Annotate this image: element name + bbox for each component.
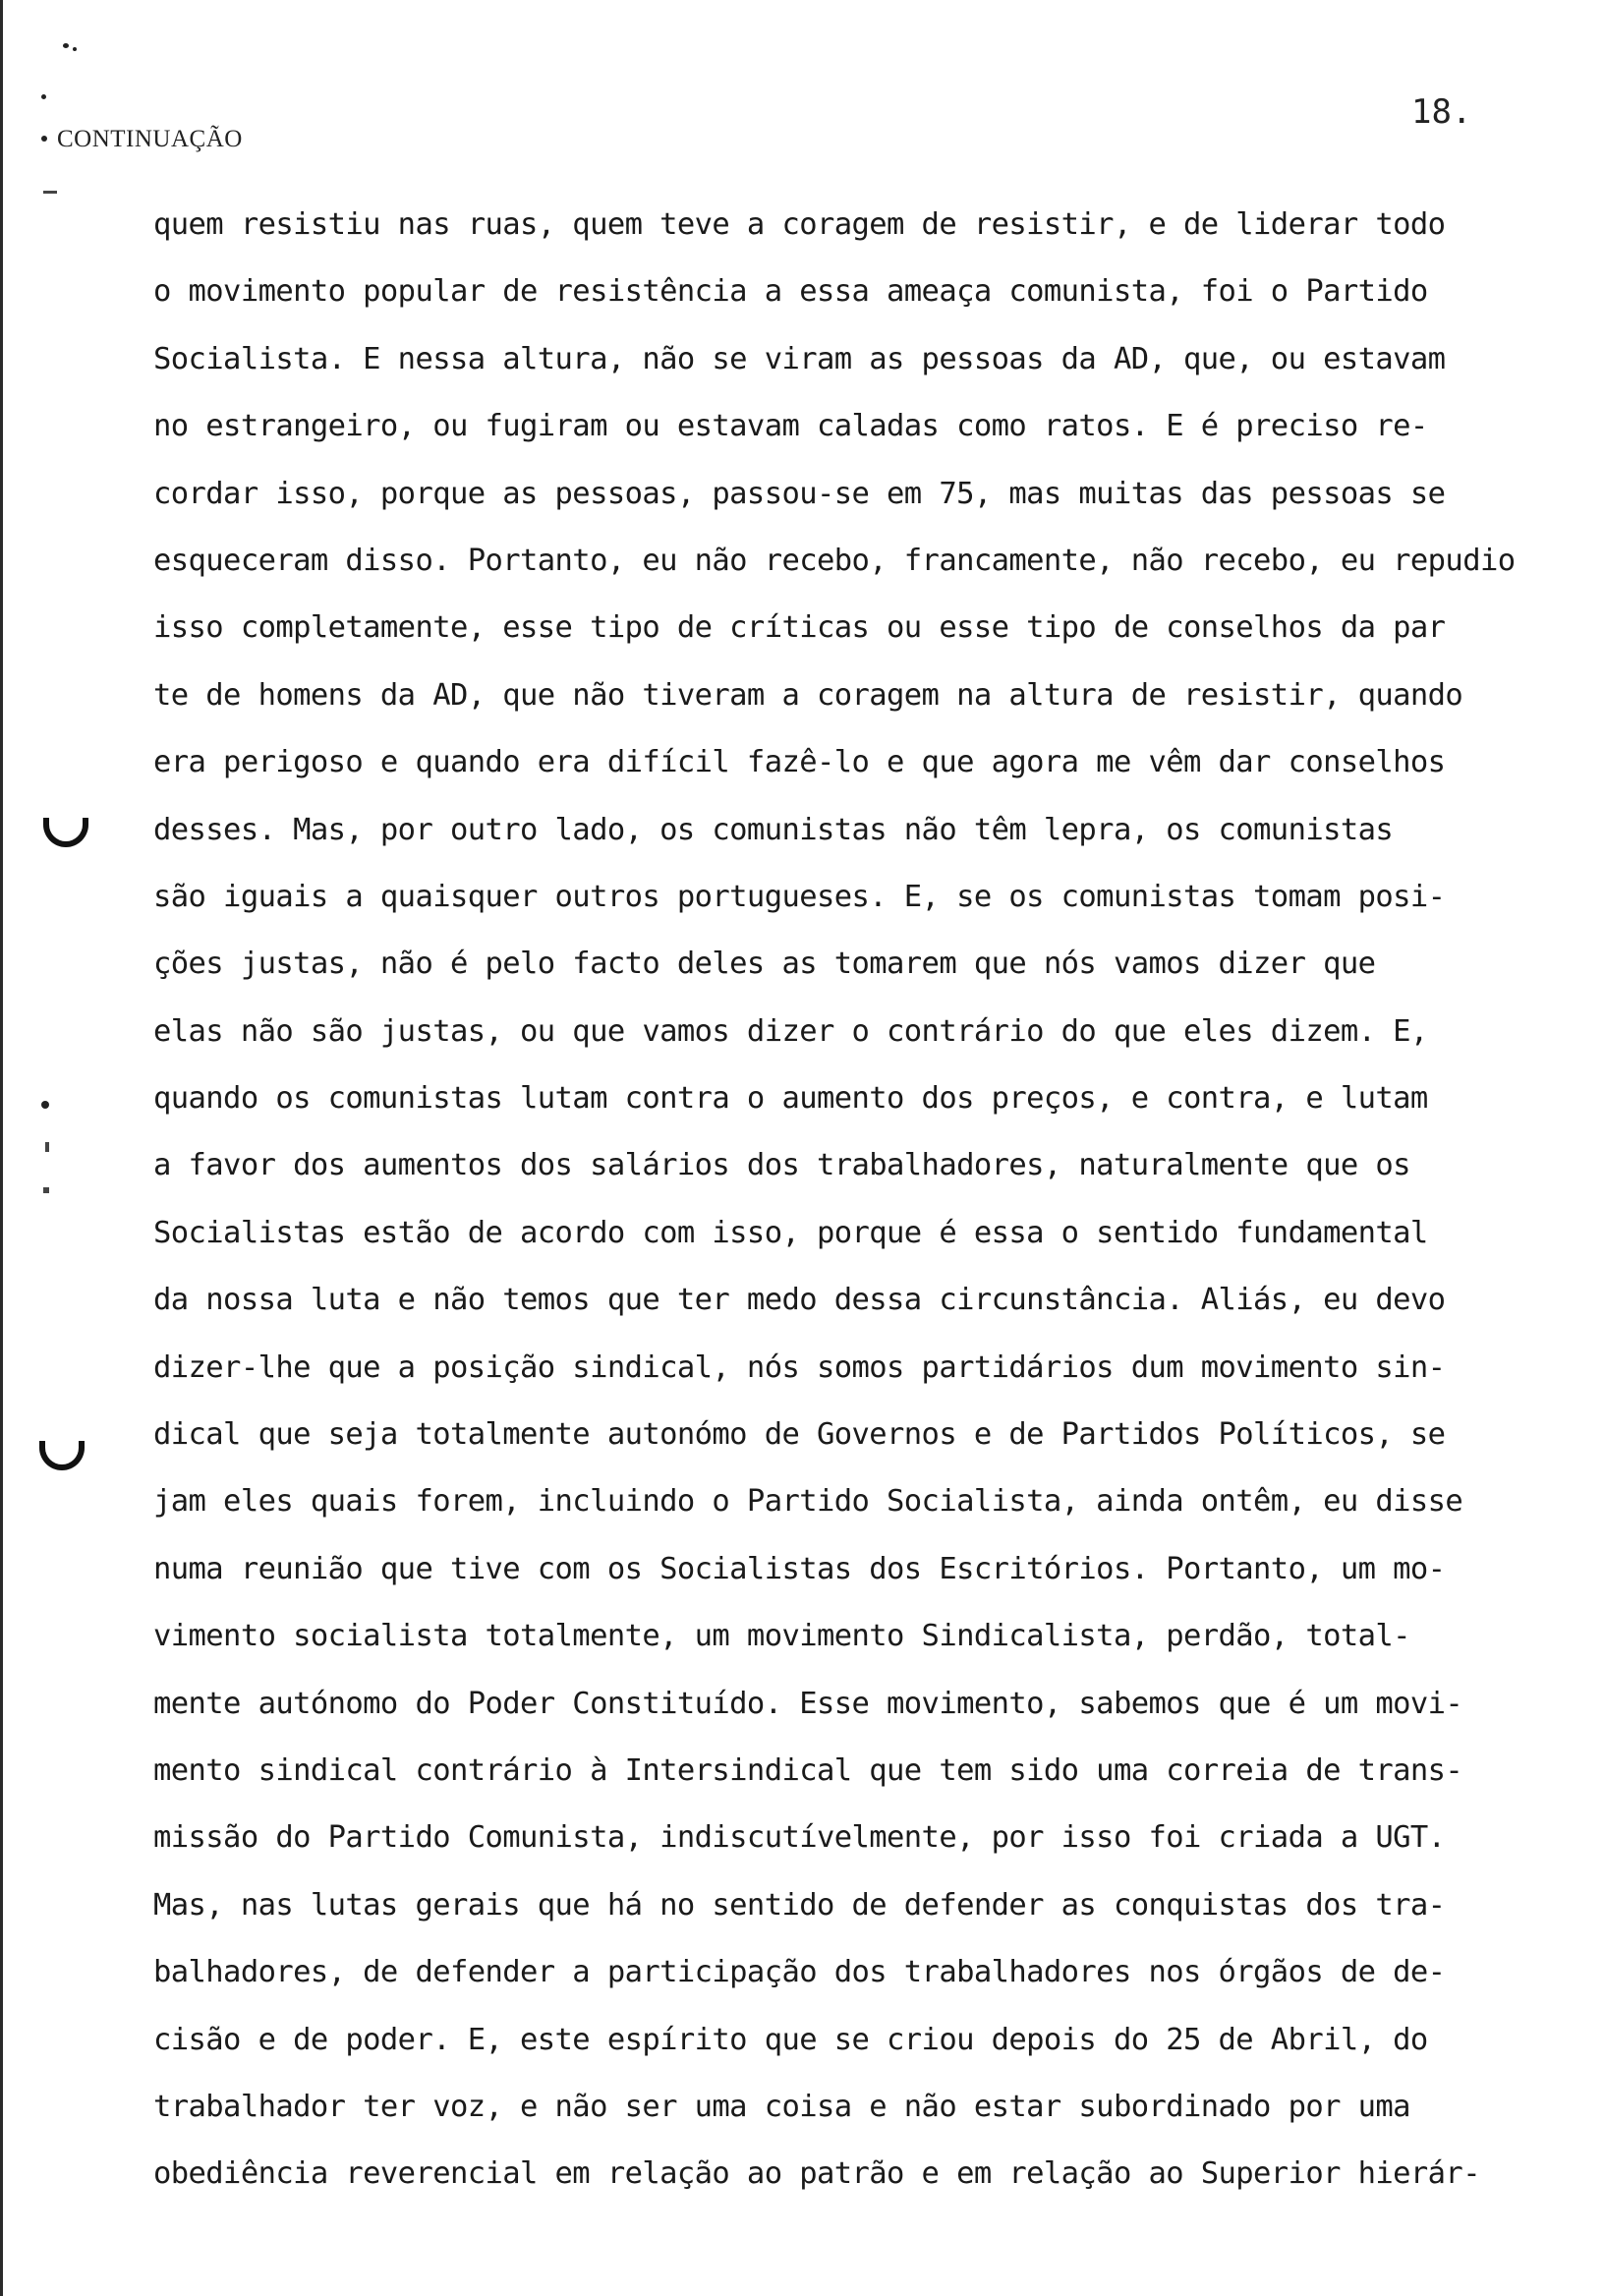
text-line: Mas, nas lutas gerais que há no sentido de defender as conquistas dos tra- — [153, 1887, 1446, 1923]
text-line: ções justas, não é pelo facto deles as tomarem que nós vamos dizer que — [153, 947, 1376, 982]
page-number: 18. — [1411, 92, 1472, 132]
text-line: desses. Mas, por outro lado, os comunistas não têm lepra, os comunistas — [153, 812, 1394, 847]
text-line: no estrangeiro, ou fugiram ou estavam caladas como ratos. E é preciso re- — [153, 409, 1428, 444]
text-line: cordar isso, porque as pessoas, passou-se em 75, mas muitas das pessoas se — [153, 476, 1446, 511]
page-edge-rule — [0, 0, 3, 2296]
text-line: dical que seja totalmente autonómo de Governos e de Partidos Políticos, se — [153, 1417, 1446, 1453]
document-body — [153, 192, 1578, 2209]
margin-speck — [43, 1187, 49, 1193]
text-line: são iguais a quaisquer outros portugueses. E, se os comunistas tomam posi- — [153, 879, 1446, 914]
text-line: quem resistiu nas ruas, quem teve a coragem de resistir, e de liderar todo — [153, 207, 1446, 242]
text-line: te de homens da AD, que não tiveram a coragem na altura de resistir, quando — [153, 677, 1463, 713]
margin-speck — [43, 191, 57, 194]
margin-speck — [73, 47, 77, 51]
text-line: a favor dos aumentos dos salários dos trabalhadores, naturalmente que os — [153, 1148, 1410, 1183]
text-line: Socialistas estão de acordo com isso, porque é essa o sentido fundamental — [153, 1215, 1428, 1250]
margin-hole-mark — [43, 818, 88, 847]
text-line: dizer-lhe que a posição sindical, nós somos partidários dum movimento sin- — [153, 1349, 1446, 1385]
text-line: esqueceram disso. Portanto, eu não recebo, francamente, não recebo, eu repudio — [153, 543, 1516, 578]
margin-hole-mark — [39, 1441, 85, 1470]
margin-speck — [41, 94, 46, 99]
text-line: numa reunião que tive com os Socialistas dos Escritórios. Portanto, um mo- — [153, 1551, 1446, 1586]
text-line: quando os comunistas lutam contra o aumento dos preços, e contra, e lutam — [153, 1081, 1428, 1117]
text-line: era perigoso e quando era difícil fazê-lo e que agora me vêm dar conselhos — [153, 745, 1446, 780]
text-line: obediência reverencial em relação ao patrão e em relação ao Superior hierár- — [153, 2156, 1480, 2192]
text-line: missão do Partido Comunista, indiscutívelmente, por isso foi criada a UGT. — [153, 1820, 1446, 1856]
text-line: vimento socialista totalmente, um movimento Sindicalista, perdão, total- — [153, 1619, 1410, 1654]
text-line: mente autónomo do Poder Constituído. Esse movimento, sabemos que é um movi- — [153, 1686, 1463, 1721]
text-line: elas não são justas, ou que vamos dizer o contrário do que eles dizem. E, — [153, 1013, 1428, 1049]
text-line: da nossa luta e não temos que ter medo dessa circunstância. Aliás, eu devo — [153, 1283, 1446, 1318]
text-line: isso completamente, esse tipo de críticas ou esse tipo de conselhos da par — [153, 610, 1446, 646]
text-line: balhadores, de defender a participação dos trabalhadores nos órgãos de de- — [153, 1955, 1446, 1990]
margin-speck — [45, 1142, 49, 1152]
continuation-label: CONTINUAÇÃO — [57, 126, 243, 152]
text-line: o movimento popular de resistência a essa ameaça comunista, foi o Partido — [153, 274, 1428, 310]
text-line: mento sindical contrário à Intersindical que tem sido uma correia de trans- — [153, 1752, 1463, 1788]
text-line: trabalhador ter voz, e não ser uma coisa e não estar subordinado por uma — [153, 2089, 1410, 2124]
text-line: cisão e de poder. E, este espírito que se criou depois do 25 de Abril, do — [153, 2022, 1428, 2057]
margin-speck — [41, 1101, 49, 1109]
text-line: Socialista. E nessa altura, não se viram as pessoas da AD, que, ou estavam — [153, 341, 1446, 376]
text-line: jam eles quais forem, incluindo o Partido Socialista, ainda ontêm, eu disse — [153, 1484, 1463, 1520]
margin-speck — [63, 43, 69, 48]
